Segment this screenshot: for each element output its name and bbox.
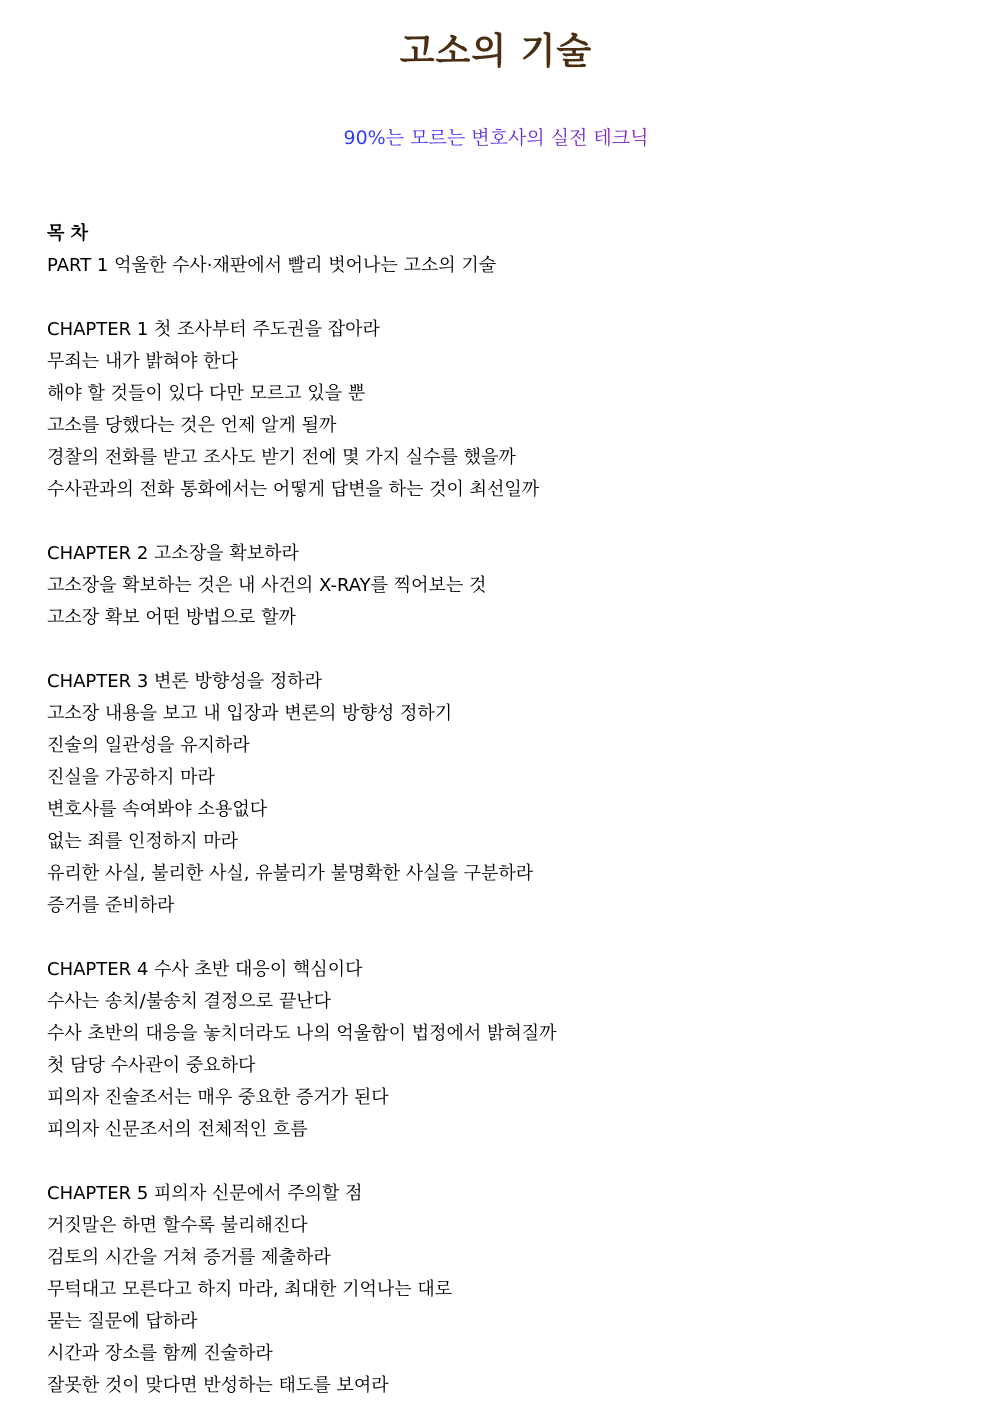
toc-item: 수사관과의 전화 통화에서는 어떻게 답변을 하는 것이 최선일까 [47, 479, 540, 500]
toc-item: 거짓말은 하면 할수록 불리해진다 [47, 1215, 308, 1236]
toc-part-title: PART 1 억울한 수사·재판에서 빨리 벗어나는 고소의 기술 [47, 255, 497, 276]
toc-spacer [47, 922, 947, 954]
toc-chapter-title: CHAPTER 5 피의자 신문에서 주의할 점 [47, 1183, 363, 1204]
toc-item: 증거를 준비하라 [47, 895, 175, 916]
toc-item: 경찰의 전화를 받고 조사도 받기 전에 몇 가지 실수를 했을까 [47, 447, 516, 468]
toc-lines [47, 250, 947, 1402]
document-title: 고소의 기술 [399, 31, 593, 72]
toc-heading: 목 차 [47, 223, 89, 244]
toc-item: 피의자 신문조서의 전체적인 흐름 [47, 1119, 308, 1140]
toc-item: 고소장을 확보하는 것은 내 사건의 X-RAY를 찍어보는 것 [47, 575, 487, 596]
toc-spacer [47, 506, 947, 538]
toc-item: 유리한 사실, 불리한 사실, 유불리가 불명확한 사실을 구분하라 [47, 863, 534, 884]
toc-item: 수사 초반의 대응을 놓치더라도 나의 억울함이 법정에서 밝혀질까 [47, 1023, 557, 1044]
toc-item: 해야 할 것들이 있다 다만 모르고 있을 뿐 [47, 383, 366, 404]
toc-spacer [47, 634, 947, 666]
toc-item: 첫 담당 수사관이 중요하다 [47, 1055, 256, 1076]
toc-spacer [47, 282, 947, 314]
toc-item: 검토의 시간을 거쳐 증거를 제출하라 [47, 1247, 331, 1268]
toc-item: 무턱대고 모른다고 하지 마라, 최대한 기억나는 대로 [47, 1279, 453, 1300]
toc-item: 잘못한 것이 맞다면 반성하는 태도를 보여라 [47, 1375, 389, 1396]
toc-item: 진술의 일관성을 유지하라 [47, 735, 250, 756]
toc-item: 묻는 질문에 답하라 [47, 1311, 198, 1332]
toc-chapter-title: CHAPTER 4 수사 초반 대응이 핵심이다 [47, 959, 363, 980]
toc-item: 시간과 장소를 함께 진술하라 [47, 1343, 273, 1364]
toc-item: 고소를 당했다는 것은 언제 알게 될까 [47, 415, 337, 436]
toc-chapter-title: CHAPTER 2 고소장을 확보하라 [47, 543, 299, 564]
toc-item: 변호사를 속여봐야 소용없다 [47, 799, 268, 820]
toc-item: 진실을 가공하지 마라 [47, 767, 215, 788]
toc-chapter-title: CHAPTER 3 변론 방향성을 정하라 [47, 671, 322, 692]
toc-item: 수사는 송치/불송치 결정으로 끝난다 [47, 991, 332, 1012]
toc-item: 없는 죄를 인정하지 마라 [47, 831, 239, 852]
toc-item: 고소장 내용을 보고 내 입장과 변론의 방향성 정하기 [47, 703, 453, 724]
toc-spacer [47, 1146, 947, 1178]
document-subtitle: 90%는 모르는 변호사의 실전 테크닉 [344, 124, 649, 152]
table-of-contents [47, 218, 947, 1402]
toc-item: 피의자 진술조서는 매우 중요한 증거가 된다 [47, 1087, 389, 1108]
toc-item: 고소장 확보 어떤 방법으로 할까 [47, 607, 296, 628]
toc-chapter-title: CHAPTER 1 첫 조사부터 주도권을 잡아라 [47, 319, 380, 340]
toc-item: 무죄는 내가 밝혀야 한다 [47, 351, 239, 372]
